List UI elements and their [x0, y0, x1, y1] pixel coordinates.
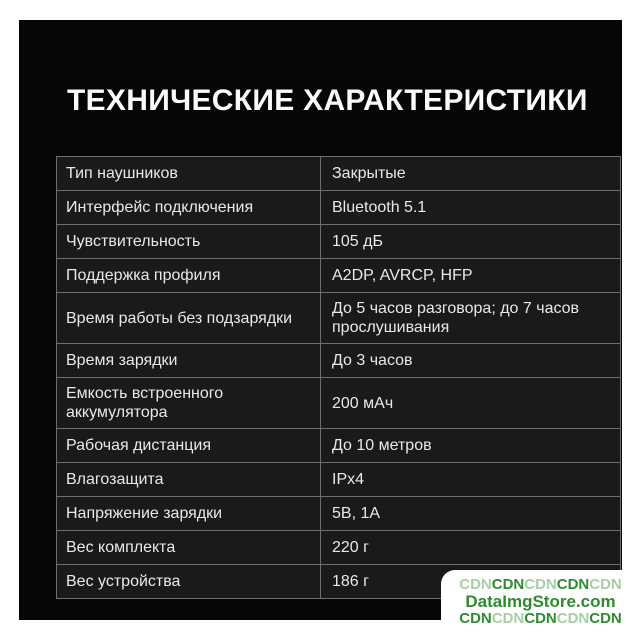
spec-label: Интерфейс подключения	[57, 191, 320, 224]
spec-label: Время работы без подзарядки	[57, 293, 320, 343]
watermark-cdn-segment: CDN	[556, 610, 590, 627]
watermark-cdn-segment: CDN	[459, 610, 492, 627]
table-row	[57, 292, 620, 343]
table-row	[57, 428, 620, 462]
table-row	[57, 157, 620, 190]
spec-value: 5В, 1А	[320, 497, 620, 530]
spec-label: Влагозащита	[57, 463, 320, 496]
spec-value: До 10 метров	[320, 429, 620, 462]
spec-value: Bluetooth 5.1	[320, 191, 620, 224]
spec-table	[56, 156, 621, 599]
spec-value: 220 г	[320, 531, 620, 564]
table-row	[57, 462, 620, 496]
spec-value: IPx4	[320, 463, 620, 496]
watermark-cdn-line-bottom	[441, 611, 640, 627]
table-row	[57, 258, 620, 292]
spec-value: 105 дБ	[320, 225, 620, 258]
spec-label: Тип наушников	[57, 157, 320, 190]
watermark-badge	[441, 570, 640, 640]
spec-value: 186 г	[320, 565, 620, 598]
spec-label: Вес комплекта	[57, 531, 320, 564]
table-row	[57, 496, 620, 530]
spec-value: 200 мАч	[320, 378, 620, 428]
spec-value: До 3 часов	[320, 344, 620, 377]
spec-value: Закрытые	[320, 157, 620, 190]
watermark-cdn-segment: CDN	[491, 610, 525, 627]
page-title: ТЕХНИЧЕСКИЕ ХАРАКТЕРИСТИКИ	[67, 84, 588, 117]
watermark-cdn-segment: CDN	[589, 576, 622, 593]
table-row	[57, 343, 620, 377]
spec-value: До 5 часов разговора; до 7 часов прослушивания	[320, 293, 620, 343]
table-row	[57, 190, 620, 224]
spec-label: Вес устройства	[57, 565, 320, 598]
watermark-cdn-segment: CDN	[556, 576, 590, 593]
spec-value: A2DP, AVRCP, HFP	[320, 259, 620, 292]
watermark-cdn-line-top	[441, 577, 640, 593]
watermark-cdn-segment: CDN	[459, 576, 492, 593]
watermark-cdn-segment: CDN	[524, 610, 557, 627]
spec-label: Напряжение зарядки	[57, 497, 320, 530]
spec-label: Емкость встроенного аккумулятора	[57, 378, 320, 428]
watermark-cdn-segment: CDN	[589, 610, 622, 627]
table-row	[57, 530, 620, 564]
table-row	[57, 377, 620, 428]
watermark-site-name: DataImgStore.com	[465, 592, 616, 611]
spec-label: Поддержка профиля	[57, 259, 320, 292]
watermark-cdn-segment: CDN	[491, 576, 525, 593]
spec-label: Рабочая дистанция	[57, 429, 320, 462]
spec-label: Чувствительность	[57, 225, 320, 258]
table-row	[57, 224, 620, 258]
watermark-cdn-segment: CDN	[524, 576, 557, 593]
spec-label: Время зарядки	[57, 344, 320, 377]
spec-card	[19, 20, 622, 620]
